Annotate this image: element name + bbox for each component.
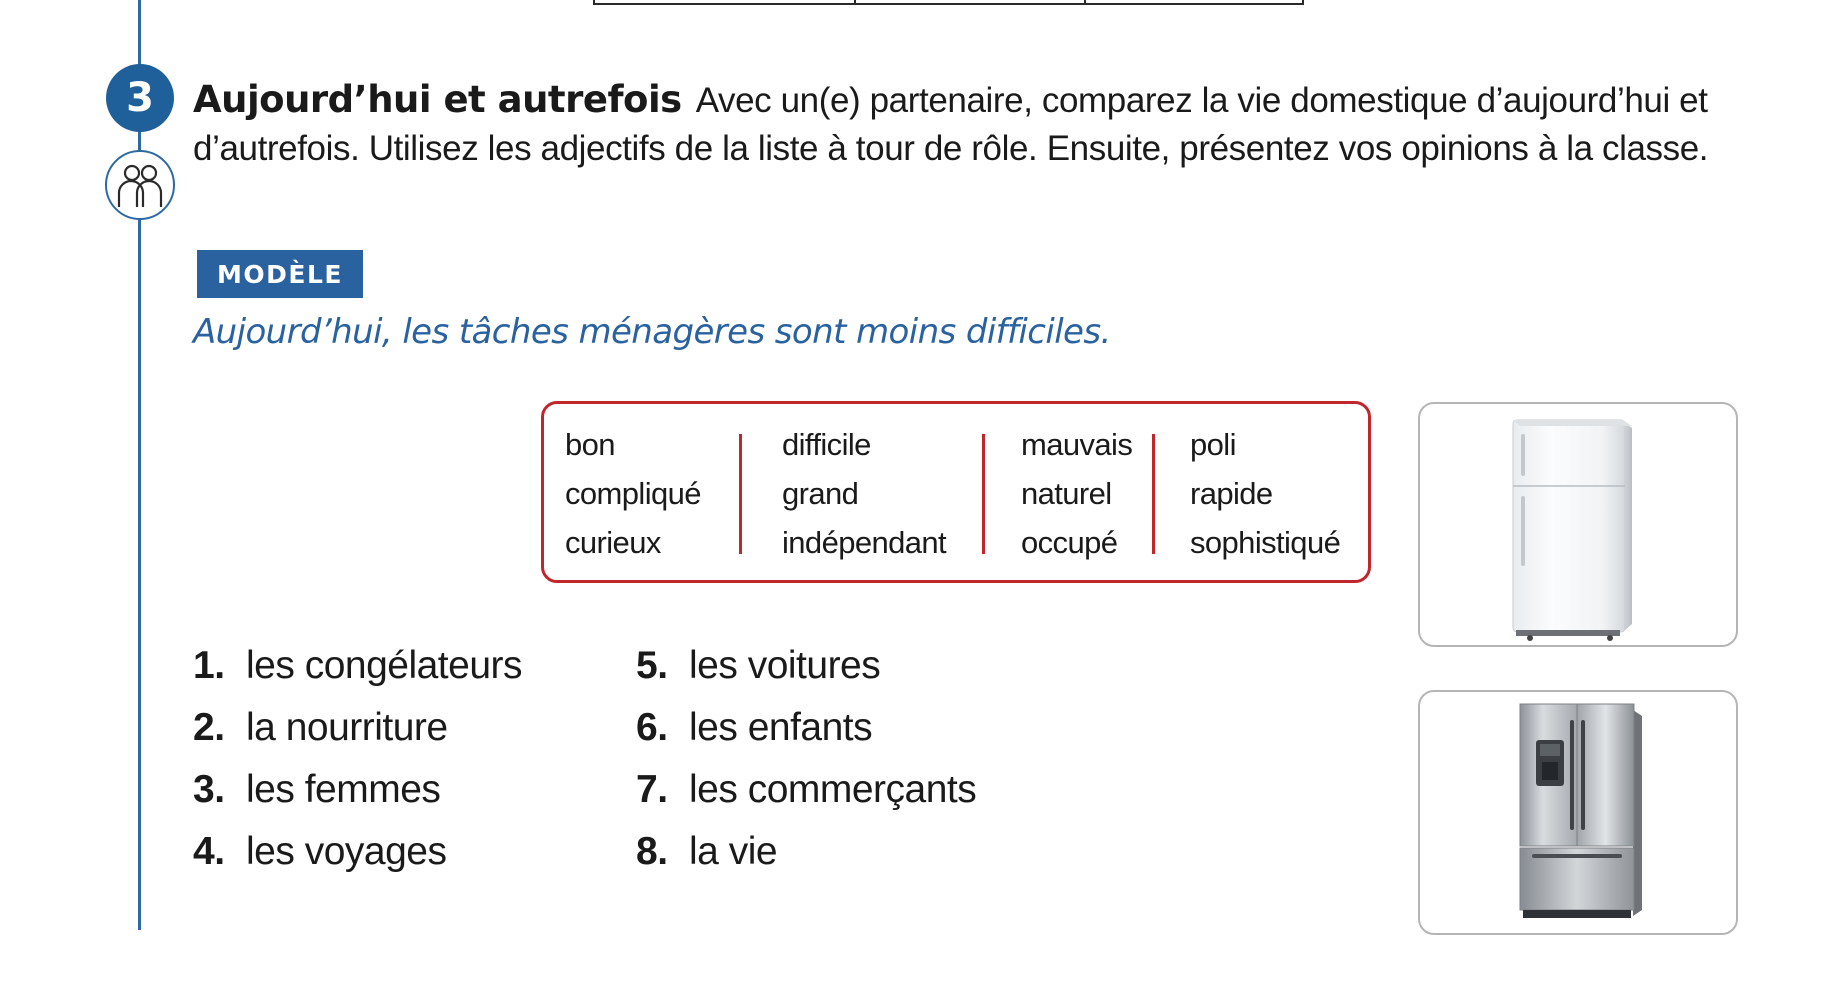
exercise-instructions: [193, 76, 1733, 173]
list-item: [193, 767, 440, 813]
exercise-title: Aujourd’hui et autrefois: [193, 78, 682, 121]
item-text: les femmes: [246, 768, 441, 811]
exercise-text: Avec un(e) partenaire, comparez la vie domestique d’aujourd’hui et d’autrefois. Utilisez les adjectifs de la liste à tour de rôle. Ensuite, présentez vos opinions à la classe.: [193, 81, 1709, 168]
item-number: 3.: [193, 768, 225, 811]
list-item: [193, 643, 522, 689]
word-bank-word: mauvais: [1021, 427, 1133, 462]
item-text: la vie: [689, 830, 778, 873]
word-bank-word: indépendant: [782, 525, 947, 560]
refrigerator-image-frame: [1418, 402, 1738, 647]
item-text: les voitures: [689, 644, 881, 687]
list-item: [636, 643, 880, 689]
word-bank-word: compliqué: [565, 476, 701, 511]
item-number: 2.: [193, 706, 225, 749]
item-text: la nourriture: [246, 706, 448, 749]
word-bank: [541, 401, 1371, 583]
word-bank-word: naturel: [1021, 476, 1112, 511]
word-bank-column: [782, 420, 946, 567]
refrigerator-image-frame: [1418, 690, 1738, 935]
model-badge: [197, 250, 363, 298]
list-item: [636, 829, 777, 875]
french-door-refrigerator-icon: [1420, 692, 1738, 935]
item-text: les congélateurs: [246, 644, 523, 687]
item-number: 6.: [636, 706, 668, 749]
model-sentence: Aujourd’hui, les tâches ménagères sont moins difficiles.: [193, 312, 1111, 352]
word-bank-divider: [1152, 434, 1155, 554]
word-bank-word: sophistiqué: [1190, 525, 1341, 560]
item-number: 8.: [636, 830, 668, 873]
word-bank-word: bon: [565, 427, 615, 462]
list-item: [193, 829, 446, 875]
item-number: 1.: [193, 644, 225, 687]
list-item: [636, 705, 872, 751]
word-bank-column: [1190, 420, 1340, 567]
pair-work-icon: [105, 150, 175, 220]
exercise-number: 3: [126, 75, 154, 121]
word-bank-column: [565, 420, 701, 567]
word-bank-divider: [739, 434, 742, 554]
word-bank-divider: [982, 434, 985, 554]
top-freezer-refrigerator-icon: [1420, 404, 1738, 647]
word-bank-word: grand: [782, 476, 859, 511]
list-item: [636, 767, 976, 813]
previous-table-bottom: [593, 0, 1304, 5]
word-bank-word: rapide: [1190, 476, 1273, 511]
word-bank-word: occupé: [1021, 525, 1118, 560]
item-text: les voyages: [246, 830, 447, 873]
item-number: 5.: [636, 644, 668, 687]
item-number: 7.: [636, 768, 668, 811]
item-text: les enfants: [689, 706, 873, 749]
exercise-number-badge: [106, 64, 174, 132]
word-bank-word: poli: [1190, 427, 1236, 462]
word-bank-column: [1021, 420, 1132, 567]
item-number: 4.: [193, 830, 225, 873]
item-text: les commerçants: [689, 768, 977, 811]
margin-rule: [138, 0, 141, 930]
model-badge-label: MODÈLE: [217, 259, 343, 289]
list-item: [193, 705, 448, 751]
word-bank-word: curieux: [565, 525, 661, 560]
word-bank-word: difficile: [782, 427, 871, 462]
